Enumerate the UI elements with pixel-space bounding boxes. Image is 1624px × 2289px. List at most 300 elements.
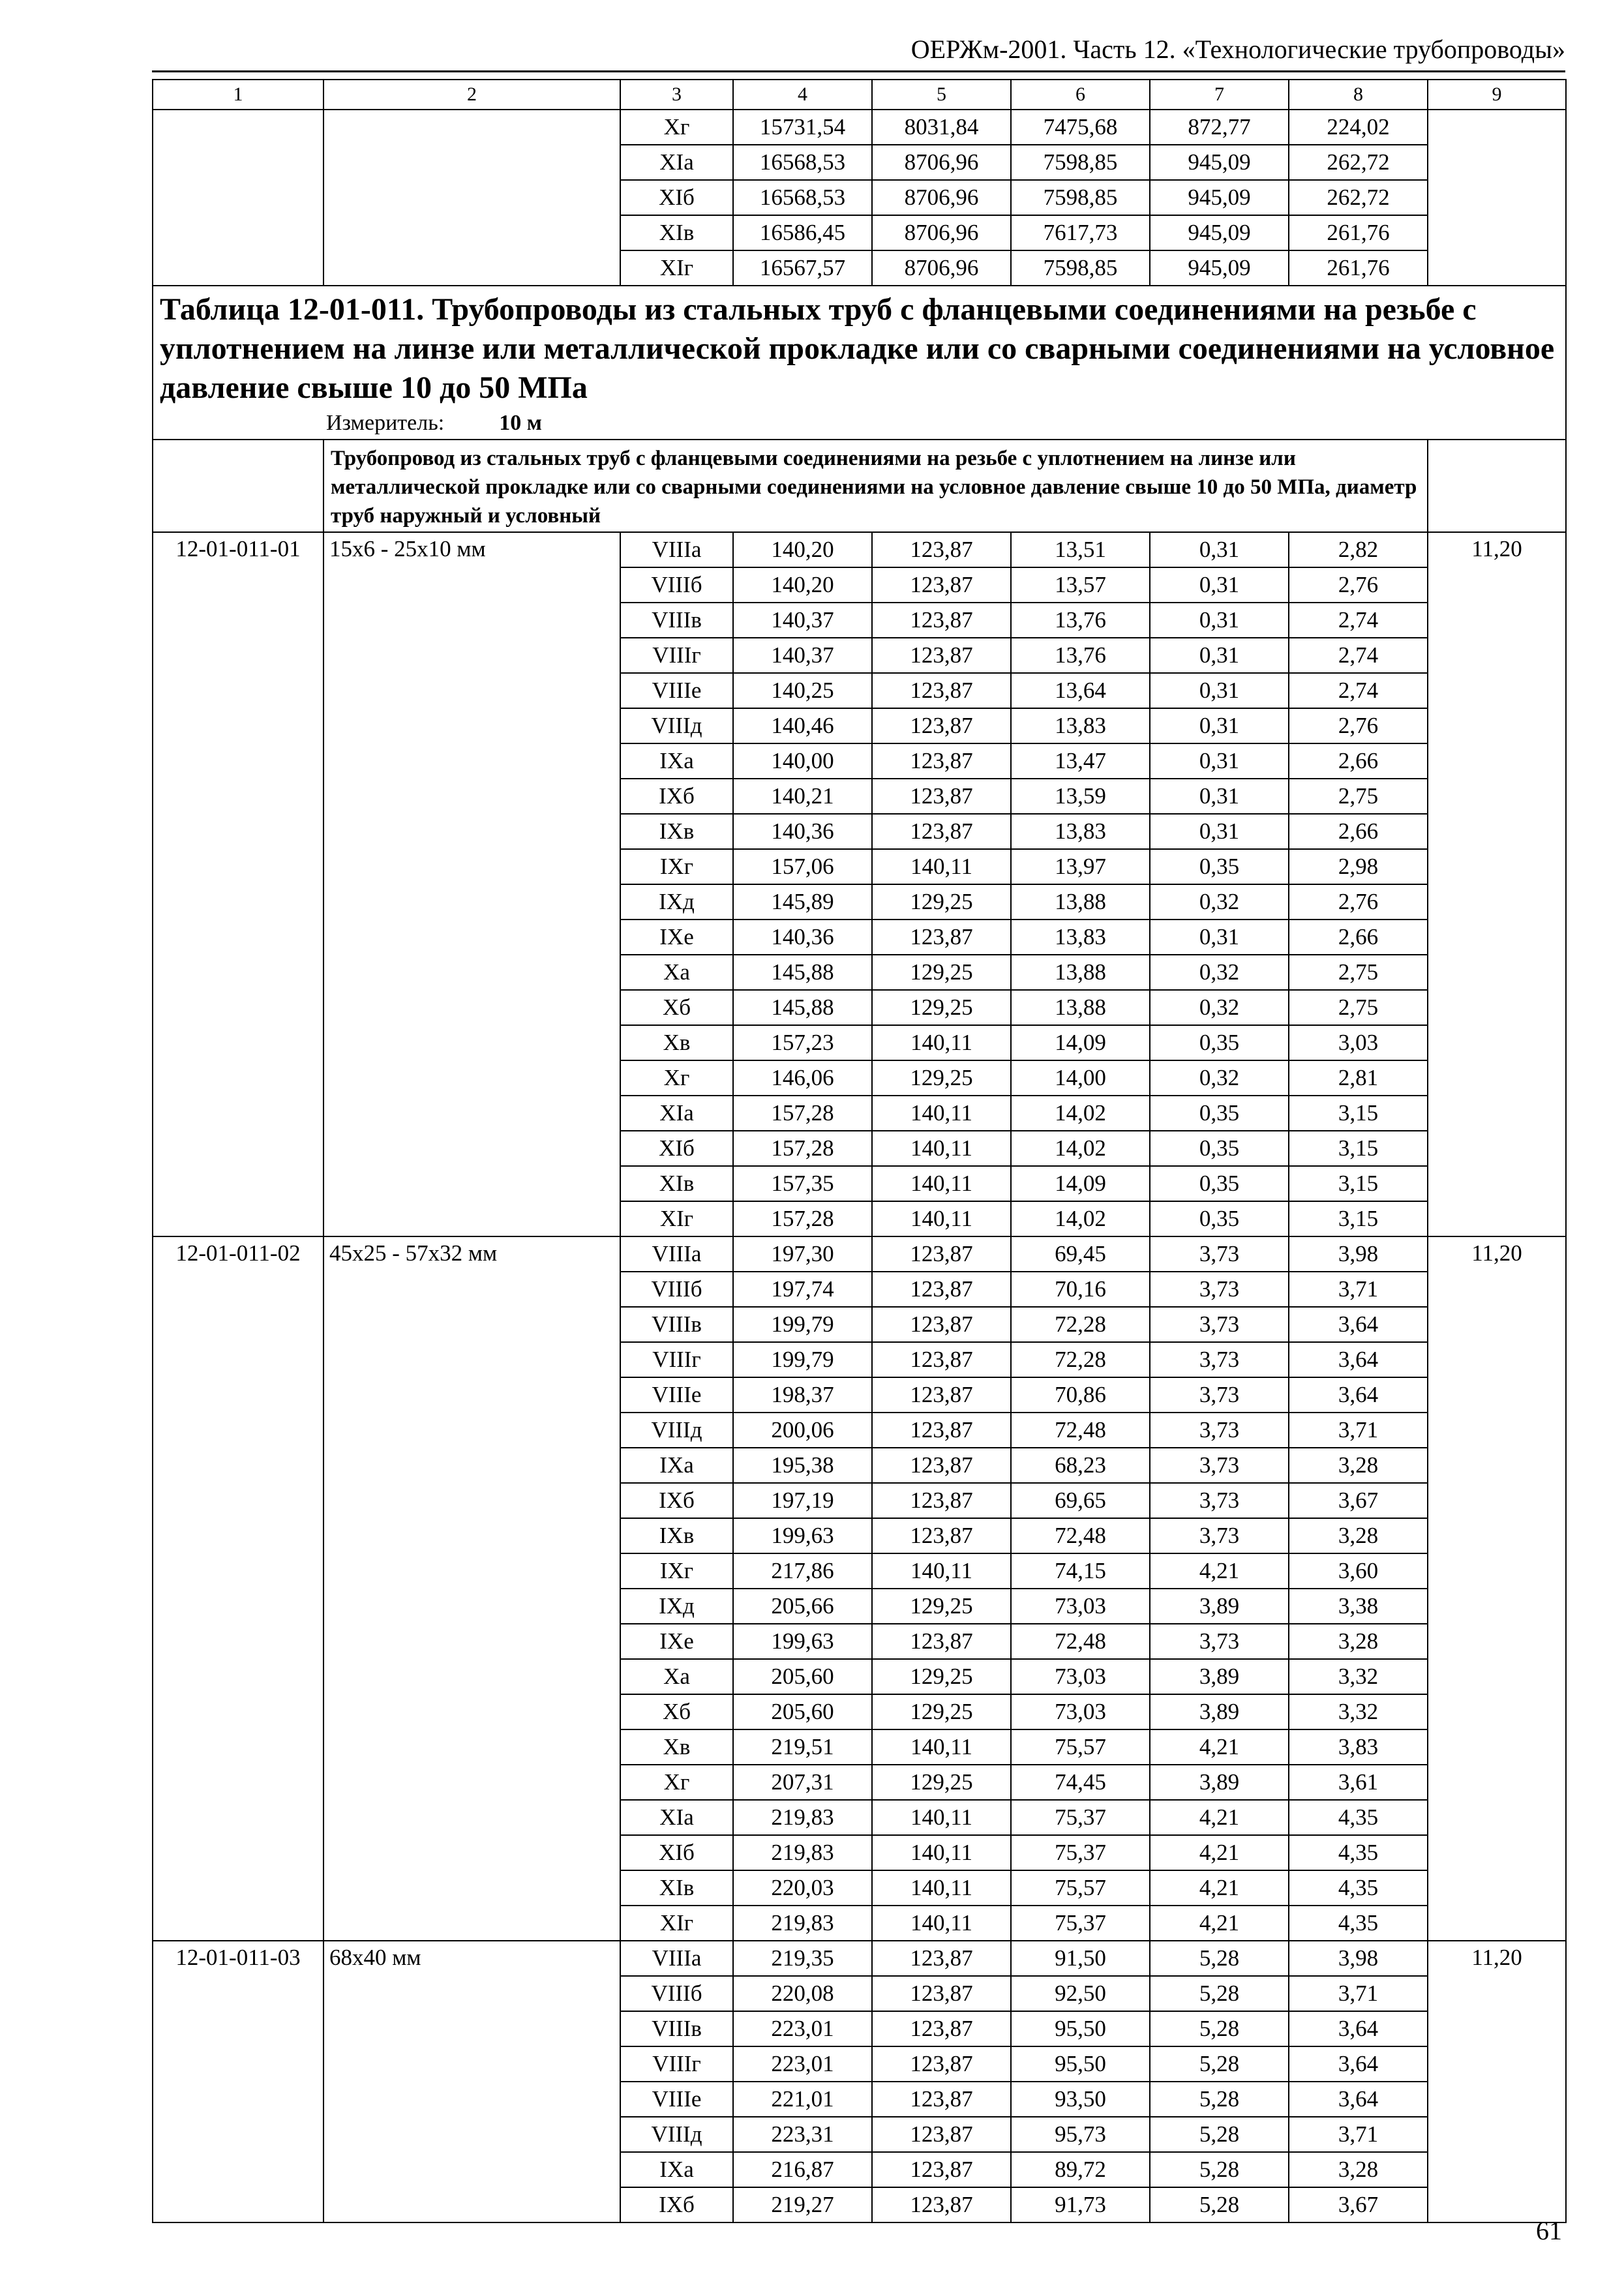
- unit-cell: IXб: [620, 2187, 733, 2222]
- total-cost-cell: 157,06: [733, 849, 872, 884]
- machinist-wages-cell: 945,09: [1150, 145, 1289, 180]
- machine-cost-cell: 13,83: [1011, 814, 1150, 849]
- rate-cell: [1428, 440, 1566, 532]
- total-cost-cell: 199,63: [733, 1518, 872, 1553]
- machinist-wages-cell: 5,28: [1150, 2152, 1289, 2187]
- unit-cell: IXд: [620, 1589, 733, 1624]
- materials-cell: 4,35: [1289, 1870, 1428, 1906]
- machine-cost-cell: 7617,73: [1011, 215, 1150, 250]
- unit-cell: XIа: [620, 145, 733, 180]
- machine-cost-cell: 13,97: [1011, 849, 1150, 884]
- materials-cell: 2,76: [1289, 884, 1428, 920]
- total-cost-cell: 16567,57: [733, 250, 872, 286]
- total-cost-cell: 140,25: [733, 673, 872, 708]
- materials-cell: 2,98: [1289, 849, 1428, 884]
- machinist-wages-cell: 5,28: [1150, 1976, 1289, 2011]
- table-subtitle: Трубопровод из стальных труб с фланцевыми соединениями на резьбе с уплотнением на линзе или металлической прокладке или со сварными соединениями на условное давление свыше 10 до 50 МПа, диаметр труб наружный и условный: [323, 440, 1428, 532]
- total-cost-cell: 219,27: [733, 2187, 872, 2222]
- machine-cost-cell: 72,28: [1011, 1342, 1150, 1377]
- total-cost-cell: 223,31: [733, 2117, 872, 2152]
- unit-cell: VIIIг: [620, 638, 733, 673]
- machine-cost-cell: 13,51: [1011, 532, 1150, 567]
- machinist-wages-cell: 945,09: [1150, 250, 1289, 286]
- wages-cell: 123,87: [872, 1272, 1011, 1307]
- total-cost-cell: 140,00: [733, 743, 872, 779]
- total-cost-cell: 140,46: [733, 708, 872, 743]
- unit-cell: IXв: [620, 814, 733, 849]
- materials-cell: 3,64: [1289, 1307, 1428, 1342]
- machinist-wages-cell: 4,21: [1150, 1553, 1289, 1589]
- wages-cell: 140,11: [872, 1729, 1011, 1765]
- total-cost-cell: 140,36: [733, 814, 872, 849]
- unit-cell: VIIIв: [620, 2011, 733, 2046]
- materials-cell: 2,74: [1289, 673, 1428, 708]
- unit-cell: IXд: [620, 884, 733, 920]
- total-cost-cell: 199,79: [733, 1342, 872, 1377]
- rate-cell: [1428, 180, 1566, 215]
- rate-cell: 11,20: [1428, 1941, 1566, 2222]
- wages-cell: 140,11: [872, 1870, 1011, 1906]
- unit-cell: VIIIб: [620, 567, 733, 603]
- total-cost-cell: 157,28: [733, 1096, 872, 1131]
- unit-cell: IXе: [620, 920, 733, 955]
- unit-cell: IXг: [620, 849, 733, 884]
- materials-cell: 2,74: [1289, 603, 1428, 638]
- wages-cell: 123,87: [872, 1413, 1011, 1448]
- machinist-wages-cell: 0,35: [1150, 1166, 1289, 1201]
- wages-cell: 140,11: [872, 1166, 1011, 1201]
- column-number-row: [153, 80, 1566, 110]
- machinist-wages-cell: 3,73: [1150, 1518, 1289, 1553]
- total-cost-cell: 217,86: [733, 1553, 872, 1589]
- machine-cost-cell: 75,57: [1011, 1870, 1150, 1906]
- wages-cell: 123,87: [872, 1624, 1011, 1659]
- machine-cost-cell: 75,37: [1011, 1906, 1150, 1941]
- code-cell: 12-01-011-02: [153, 1236, 323, 1941]
- materials-cell: 2,66: [1289, 743, 1428, 779]
- code-cell: 12-01-011-03: [153, 1941, 323, 2222]
- materials-cell: 3,15: [1289, 1201, 1428, 1236]
- materials-cell: 3,38: [1289, 1589, 1428, 1624]
- unit-cell: VIIIб: [620, 1272, 733, 1307]
- unit-cell: VIIIа: [620, 1236, 733, 1272]
- wages-cell: 123,87: [872, 1976, 1011, 2011]
- desc-cell: [323, 110, 620, 145]
- code-cell: [153, 215, 323, 250]
- table-row: [153, 1941, 1566, 1976]
- table-title: Таблица 12-01-011. Трубопроводы из стальных труб с фланцевыми соединениями на резьбе с уплотнением на линзе или металлической прокладке или со сварными соединениями на условное давление свыше 10 до 50 МПа: [160, 292, 1555, 405]
- machine-cost-cell: 14,00: [1011, 1060, 1150, 1096]
- machine-cost-cell: 75,37: [1011, 1800, 1150, 1835]
- machinist-wages-cell: 3,73: [1150, 1342, 1289, 1377]
- materials-cell: 3,67: [1289, 1483, 1428, 1518]
- table-title-row: [153, 286, 1566, 440]
- table-row: [153, 180, 1566, 215]
- machine-cost-cell: 95,50: [1011, 2046, 1150, 2082]
- machinist-wages-cell: 0,35: [1150, 1201, 1289, 1236]
- unit-cell: IXв: [620, 1518, 733, 1553]
- machinist-wages-cell: 4,21: [1150, 1729, 1289, 1765]
- total-cost-cell: 223,01: [733, 2011, 872, 2046]
- machine-cost-cell: 68,23: [1011, 1448, 1150, 1483]
- machine-cost-cell: 69,65: [1011, 1483, 1150, 1518]
- machine-cost-cell: 13,47: [1011, 743, 1150, 779]
- machine-cost-cell: 14,09: [1011, 1025, 1150, 1060]
- unit-cell: XIб: [620, 1131, 733, 1166]
- machine-cost-cell: 74,15: [1011, 1553, 1150, 1589]
- rate-cell: 11,20: [1428, 1236, 1566, 1941]
- wages-cell: 140,11: [872, 1131, 1011, 1166]
- machinist-wages-cell: 5,28: [1150, 2187, 1289, 2222]
- code-cell: [153, 250, 323, 286]
- machinist-wages-cell: 4,21: [1150, 1906, 1289, 1941]
- machinist-wages-cell: 3,73: [1150, 1413, 1289, 1448]
- machine-cost-cell: 70,16: [1011, 1272, 1150, 1307]
- wages-cell: 129,25: [872, 1659, 1011, 1694]
- unit-cell: XIа: [620, 1800, 733, 1835]
- unit-cell: VIIIг: [620, 1342, 733, 1377]
- wages-cell: 8706,96: [872, 180, 1011, 215]
- materials-cell: 3,61: [1289, 1765, 1428, 1800]
- total-cost-cell: 207,31: [733, 1765, 872, 1800]
- machine-cost-cell: 75,37: [1011, 1835, 1150, 1870]
- wages-cell: 123,87: [872, 1377, 1011, 1413]
- wages-cell: 123,87: [872, 603, 1011, 638]
- materials-cell: 3,71: [1289, 1272, 1428, 1307]
- code-cell: [153, 145, 323, 180]
- wages-cell: 140,11: [872, 849, 1011, 884]
- machinist-wages-cell: 5,28: [1150, 2082, 1289, 2117]
- page-number: 61: [1536, 2216, 1562, 2245]
- total-cost-cell: 195,38: [733, 1448, 872, 1483]
- materials-cell: 2,75: [1289, 990, 1428, 1025]
- wages-cell: 123,87: [872, 1483, 1011, 1518]
- machine-cost-cell: 13,64: [1011, 673, 1150, 708]
- column-number: 2: [323, 80, 620, 110]
- total-cost-cell: 199,63: [733, 1624, 872, 1659]
- rate-cell: 11,20: [1428, 532, 1566, 1236]
- machinist-wages-cell: 0,32: [1150, 1060, 1289, 1096]
- wages-cell: 123,87: [872, 1342, 1011, 1377]
- machine-cost-cell: 72,48: [1011, 1413, 1150, 1448]
- materials-cell: 4,35: [1289, 1835, 1428, 1870]
- machine-cost-cell: 69,45: [1011, 1236, 1150, 1272]
- desc-cell: 68х40 мм: [323, 1941, 620, 2222]
- total-cost-cell: 16568,53: [733, 180, 872, 215]
- machinist-wages-cell: 5,28: [1150, 2117, 1289, 2152]
- total-cost-cell: 205,66: [733, 1589, 872, 1624]
- unit-cell: IXе: [620, 1624, 733, 1659]
- machinist-wages-cell: 3,89: [1150, 1765, 1289, 1800]
- machinist-wages-cell: 0,31: [1150, 708, 1289, 743]
- column-number: 9: [1428, 80, 1566, 110]
- wages-cell: 123,87: [872, 1941, 1011, 1976]
- wages-cell: 8706,96: [872, 145, 1011, 180]
- unit-cell: VIIIд: [620, 2117, 733, 2152]
- total-cost-cell: 216,87: [733, 2152, 872, 2187]
- wages-cell: 8031,84: [872, 110, 1011, 145]
- unit-cell: IXа: [620, 743, 733, 779]
- table-row: [153, 250, 1566, 286]
- total-cost-cell: 205,60: [733, 1694, 872, 1729]
- materials-cell: 3,28: [1289, 1448, 1428, 1483]
- wages-cell: 123,87: [872, 1236, 1011, 1272]
- total-cost-cell: 145,89: [733, 884, 872, 920]
- materials-cell: 3,67: [1289, 2187, 1428, 2222]
- wages-cell: 123,87: [872, 708, 1011, 743]
- machinist-wages-cell: 0,32: [1150, 955, 1289, 990]
- unit-cell: VIIIе: [620, 1377, 733, 1413]
- desc-cell: [323, 250, 620, 286]
- materials-cell: 3,71: [1289, 1413, 1428, 1448]
- wages-cell: 123,87: [872, 532, 1011, 567]
- wages-cell: 129,25: [872, 955, 1011, 990]
- wages-cell: 140,11: [872, 1800, 1011, 1835]
- wages-cell: 123,87: [872, 1448, 1011, 1483]
- wages-cell: 129,25: [872, 1694, 1011, 1729]
- total-cost-cell: 197,30: [733, 1236, 872, 1272]
- rate-cell: [1428, 110, 1566, 145]
- materials-cell: 3,28: [1289, 1518, 1428, 1553]
- machinist-wages-cell: 3,89: [1150, 1659, 1289, 1694]
- machine-cost-cell: 74,45: [1011, 1765, 1150, 1800]
- total-cost-cell: 198,37: [733, 1377, 872, 1413]
- machine-cost-cell: 73,03: [1011, 1659, 1150, 1694]
- total-cost-cell: 157,28: [733, 1201, 872, 1236]
- rates-table: [152, 79, 1567, 2223]
- code-cell: [153, 110, 323, 145]
- materials-cell: 262,72: [1289, 180, 1428, 215]
- wages-cell: 140,11: [872, 1835, 1011, 1870]
- materials-cell: 3,64: [1289, 2082, 1428, 2117]
- machine-cost-cell: 91,50: [1011, 1941, 1150, 1976]
- unit-cell: Xг: [620, 1060, 733, 1096]
- machine-cost-cell: 7598,85: [1011, 250, 1150, 286]
- rate-cell: [1428, 215, 1566, 250]
- machinist-wages-cell: 5,28: [1150, 2046, 1289, 2082]
- machine-cost-cell: 91,73: [1011, 2187, 1150, 2222]
- header-rule: [152, 70, 1565, 72]
- desc-cell: 45х25 - 57х32 мм: [323, 1236, 620, 1941]
- total-cost-cell: 16586,45: [733, 215, 872, 250]
- machinist-wages-cell: 0,31: [1150, 638, 1289, 673]
- unit-cell: Xг: [620, 1765, 733, 1800]
- machine-cost-cell: 14,02: [1011, 1131, 1150, 1166]
- total-cost-cell: 219,83: [733, 1835, 872, 1870]
- unit-cell: Xв: [620, 1025, 733, 1060]
- column-number: 4: [733, 80, 872, 110]
- materials-cell: 3,64: [1289, 1377, 1428, 1413]
- machine-cost-cell: 75,57: [1011, 1729, 1150, 1765]
- machine-cost-cell: 72,48: [1011, 1518, 1150, 1553]
- unit-cell: XIв: [620, 1166, 733, 1201]
- machinist-wages-cell: 0,31: [1150, 743, 1289, 779]
- machine-cost-cell: 13,83: [1011, 708, 1150, 743]
- materials-cell: 2,82: [1289, 532, 1428, 567]
- wages-cell: 140,11: [872, 1906, 1011, 1941]
- wages-cell: 8706,96: [872, 215, 1011, 250]
- total-cost-cell: 221,01: [733, 2082, 872, 2117]
- total-cost-cell: 16568,53: [733, 145, 872, 180]
- total-cost-cell: 219,83: [733, 1906, 872, 1941]
- machinist-wages-cell: 0,35: [1150, 849, 1289, 884]
- materials-cell: 3,28: [1289, 1624, 1428, 1659]
- unit-cell: Xа: [620, 1659, 733, 1694]
- column-number: 6: [1011, 80, 1150, 110]
- rate-cell: [1428, 145, 1566, 180]
- wages-cell: 129,25: [872, 884, 1011, 920]
- unit-cell: Xа: [620, 955, 733, 990]
- materials-cell: 2,76: [1289, 708, 1428, 743]
- total-cost-cell: 145,88: [733, 990, 872, 1025]
- unit-cell: VIIIа: [620, 532, 733, 567]
- total-cost-cell: 197,74: [733, 1272, 872, 1307]
- machinist-wages-cell: 0,35: [1150, 1131, 1289, 1166]
- wages-cell: 123,87: [872, 2046, 1011, 2082]
- unit-cell: IXб: [620, 1483, 733, 1518]
- total-cost-cell: 145,88: [733, 955, 872, 990]
- machine-cost-cell: 13,57: [1011, 567, 1150, 603]
- unit-cell: XIа: [620, 1096, 733, 1131]
- materials-cell: 3,64: [1289, 1342, 1428, 1377]
- materials-cell: 3,15: [1289, 1131, 1428, 1166]
- machine-cost-cell: 13,59: [1011, 779, 1150, 814]
- machine-cost-cell: 95,50: [1011, 2011, 1150, 2046]
- machine-cost-cell: 73,03: [1011, 1589, 1150, 1624]
- wages-cell: 140,11: [872, 1096, 1011, 1131]
- total-cost-cell: 199,79: [733, 1307, 872, 1342]
- total-cost-cell: 140,20: [733, 567, 872, 603]
- materials-cell: 3,64: [1289, 2011, 1428, 2046]
- machinist-wages-cell: 0,31: [1150, 603, 1289, 638]
- machinist-wages-cell: 0,32: [1150, 990, 1289, 1025]
- unit-cell: IXа: [620, 2152, 733, 2187]
- machinist-wages-cell: 3,73: [1150, 1624, 1289, 1659]
- unit-cell: VIIIе: [620, 2082, 733, 2117]
- desc-cell: 15х6 - 25х10 мм: [323, 532, 620, 1236]
- machinist-wages-cell: 3,73: [1150, 1307, 1289, 1342]
- materials-cell: 3,03: [1289, 1025, 1428, 1060]
- materials-cell: 4,35: [1289, 1906, 1428, 1941]
- materials-cell: 2,81: [1289, 1060, 1428, 1096]
- unit-cell: XIб: [620, 1835, 733, 1870]
- materials-cell: 3,15: [1289, 1166, 1428, 1201]
- total-cost-cell: 220,03: [733, 1870, 872, 1906]
- wages-cell: 123,87: [872, 779, 1011, 814]
- table-row: [153, 532, 1566, 567]
- unit-cell: Xв: [620, 1729, 733, 1765]
- wages-cell: 129,25: [872, 1765, 1011, 1800]
- unit-cell: XIг: [620, 1906, 733, 1941]
- wages-cell: 123,87: [872, 2152, 1011, 2187]
- total-cost-cell: 140,36: [733, 920, 872, 955]
- materials-cell: 3,15: [1289, 1096, 1428, 1131]
- total-cost-cell: 200,06: [733, 1413, 872, 1448]
- wages-cell: 123,87: [872, 638, 1011, 673]
- materials-cell: 3,71: [1289, 1976, 1428, 2011]
- desc-cell: [323, 215, 620, 250]
- total-cost-cell: 205,60: [733, 1659, 872, 1694]
- machine-cost-cell: 70,86: [1011, 1377, 1150, 1413]
- machine-cost-cell: 92,50: [1011, 1976, 1150, 2011]
- table-row: [153, 145, 1566, 180]
- unit-cell: XIв: [620, 215, 733, 250]
- machinist-wages-cell: 0,31: [1150, 779, 1289, 814]
- wages-cell: 123,87: [872, 1307, 1011, 1342]
- machine-cost-cell: 72,28: [1011, 1307, 1150, 1342]
- materials-cell: 3,64: [1289, 2046, 1428, 2082]
- machine-cost-cell: 93,50: [1011, 2082, 1150, 2117]
- table-title-cell: [153, 286, 1566, 440]
- materials-cell: 3,83: [1289, 1729, 1428, 1765]
- machine-cost-cell: 13,76: [1011, 638, 1150, 673]
- column-number: 7: [1150, 80, 1289, 110]
- total-cost-cell: 219,51: [733, 1729, 872, 1765]
- unit-cell: IXа: [620, 1448, 733, 1483]
- machine-cost-cell: 13,88: [1011, 884, 1150, 920]
- machinist-wages-cell: 0,35: [1150, 1025, 1289, 1060]
- machinist-wages-cell: 5,28: [1150, 2011, 1289, 2046]
- table-row: [153, 215, 1566, 250]
- machinist-wages-cell: 3,73: [1150, 1236, 1289, 1272]
- materials-cell: 2,74: [1289, 638, 1428, 673]
- unit-cell: Xб: [620, 1694, 733, 1729]
- total-cost-cell: 157,23: [733, 1025, 872, 1060]
- machine-cost-cell: 14,09: [1011, 1166, 1150, 1201]
- machinist-wages-cell: 4,21: [1150, 1835, 1289, 1870]
- materials-cell: 3,32: [1289, 1659, 1428, 1694]
- unit-cell: VIIIб: [620, 1976, 733, 2011]
- machine-cost-cell: 89,72: [1011, 2152, 1150, 2187]
- materials-cell: 2,66: [1289, 814, 1428, 849]
- machine-cost-cell: 14,02: [1011, 1201, 1150, 1236]
- total-cost-cell: 146,06: [733, 1060, 872, 1096]
- unit-cell: XIг: [620, 250, 733, 286]
- materials-cell: 2,75: [1289, 955, 1428, 990]
- materials-cell: 3,98: [1289, 1941, 1428, 1976]
- unit-cell: XIг: [620, 1201, 733, 1236]
- wages-cell: 140,11: [872, 1025, 1011, 1060]
- machinist-wages-cell: 3,89: [1150, 1589, 1289, 1624]
- materials-cell: 262,72: [1289, 145, 1428, 180]
- materials-cell: 3,98: [1289, 1236, 1428, 1272]
- materials-cell: 3,60: [1289, 1553, 1428, 1589]
- wages-cell: 123,87: [872, 673, 1011, 708]
- unit-cell: Xг: [620, 110, 733, 145]
- wages-cell: 123,87: [872, 743, 1011, 779]
- wages-cell: 129,25: [872, 990, 1011, 1025]
- wages-cell: 129,25: [872, 1589, 1011, 1624]
- materials-cell: 224,02: [1289, 110, 1428, 145]
- machine-cost-cell: 13,88: [1011, 990, 1150, 1025]
- wages-cell: 123,87: [872, 920, 1011, 955]
- machinist-wages-cell: 3,73: [1150, 1272, 1289, 1307]
- unit-cell: VIIIв: [620, 603, 733, 638]
- machinist-wages-cell: 4,21: [1150, 1800, 1289, 1835]
- unit-cell: VIIIа: [620, 1941, 733, 1976]
- measure-label: Измеритель:: [326, 411, 445, 435]
- total-cost-cell: 223,01: [733, 2046, 872, 2082]
- materials-cell: 2,75: [1289, 779, 1428, 814]
- code-cell: [153, 440, 323, 532]
- machinist-wages-cell: 0,31: [1150, 567, 1289, 603]
- wages-cell: 123,87: [872, 567, 1011, 603]
- machine-cost-cell: 13,83: [1011, 920, 1150, 955]
- wages-cell: 123,87: [872, 2187, 1011, 2222]
- machinist-wages-cell: 0,32: [1150, 884, 1289, 920]
- total-cost-cell: 219,83: [733, 1800, 872, 1835]
- unit-cell: VIIIг: [620, 2046, 733, 2082]
